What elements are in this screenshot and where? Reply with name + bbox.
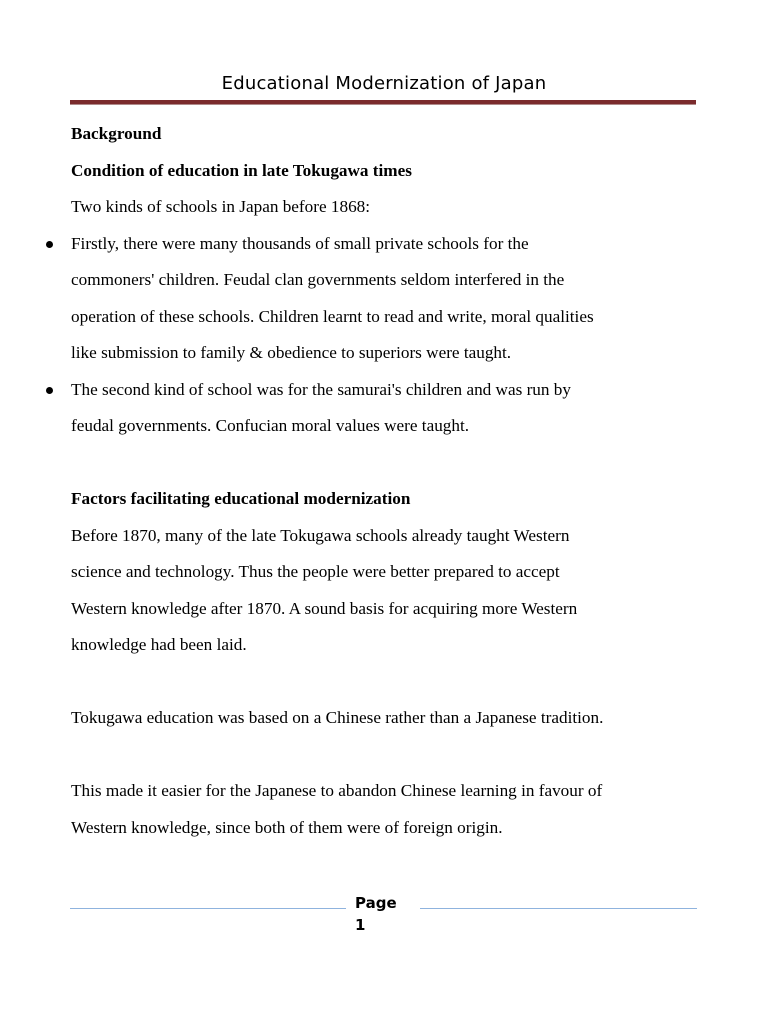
header-divider xyxy=(70,100,696,105)
footer-divider-right xyxy=(420,908,697,909)
paragraph-line: science and technology. Thus the people were better prepared to accept xyxy=(71,562,560,581)
bullet-line: operation of these schools. Children learnt to read and write, moral qualities xyxy=(71,306,594,326)
footer-divider-left xyxy=(70,908,346,909)
document-title: Educational Modernization of Japan xyxy=(221,73,547,94)
page-number xyxy=(355,892,397,936)
heading-condition: Condition of education in late Tokugawa times xyxy=(71,160,412,180)
list-item xyxy=(71,372,701,445)
paragraph-line: Western knowledge after 1870. A sound basis for acquiring more Western xyxy=(71,598,578,618)
paragraph-line: Before 1870, many of the late Tokugawa schools already taught Western xyxy=(71,525,570,545)
page-label: Page xyxy=(355,894,397,912)
paragraph-line: knowledge had been laid. xyxy=(71,635,247,654)
bullet-icon xyxy=(46,241,53,248)
heading-background: Background xyxy=(71,124,162,143)
paragraph-spacer xyxy=(71,445,701,482)
paragraph-spacer xyxy=(71,664,701,701)
bullet-line: like submission to family & obedience to superiors were taught. xyxy=(71,343,512,362)
bullet-list xyxy=(71,226,701,445)
page-number-value: 1 xyxy=(355,916,366,934)
bullet-line: feudal governments. Confucian moral values were taught. xyxy=(71,416,470,435)
bullet-line: The second kind of school was for the samurai's children and was run by xyxy=(71,379,571,399)
list-item xyxy=(71,226,701,372)
bullet-line: commoners' children. Feudal clan governments seldom interfered in the xyxy=(71,270,565,289)
intro-text: Two kinds of schools in Japan before 1868: xyxy=(71,197,371,216)
paragraph-spacer xyxy=(71,737,701,774)
document-body xyxy=(71,116,701,846)
bullet-icon xyxy=(46,387,53,394)
paragraph-line: Tokugawa education was based on a Chinese rather than a Japanese tradition. xyxy=(71,708,604,727)
heading-factors: Factors facilitating educational modernization xyxy=(71,489,411,508)
paragraph-line: This made it easier for the Japanese to abandon Chinese learning in favour of xyxy=(71,781,603,800)
bullet-line: Firstly, there were many thousands of small private schools for the xyxy=(71,233,529,253)
paragraph-line: Western knowledge, since both of them were of foreign origin. xyxy=(71,817,503,837)
